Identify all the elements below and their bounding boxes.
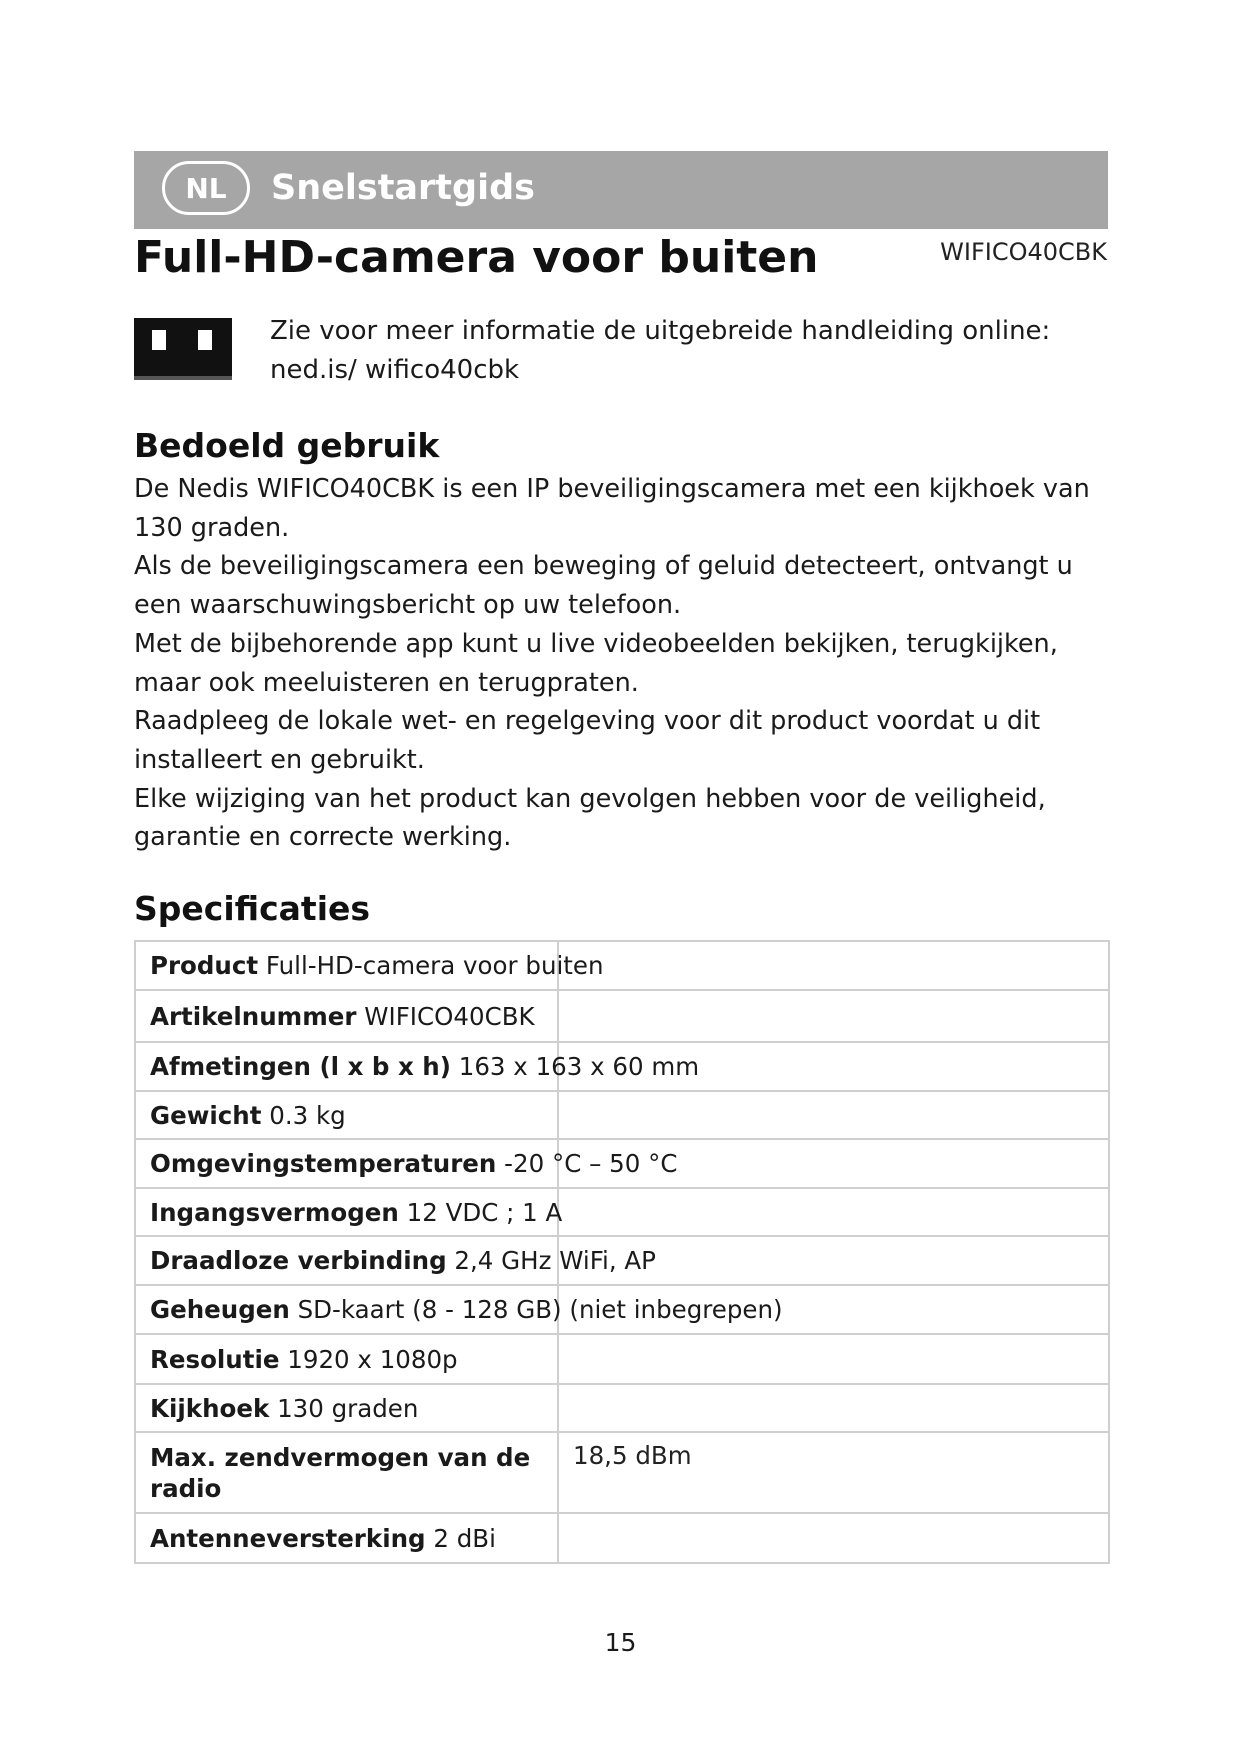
intended-use-heading: Bedoeld gebruik <box>134 426 440 465</box>
spec-value-column <box>558 1513 1109 1563</box>
spec-cell <box>135 990 558 1042</box>
spec-cell <box>135 1334 558 1384</box>
spec-key: Max. zendvermogen van de radio <box>150 1442 531 1503</box>
online-manual-note: Zie voor meer informatie de uitgebreide handleiding online: ned.is/ wifico40cbk <box>270 316 1051 385</box>
spec-value: 2,4 GHz WiFi, AP <box>454 1246 656 1275</box>
spec-key: Draadloze verbinding <box>150 1246 447 1275</box>
spec-value-column <box>558 1384 1109 1432</box>
specifications-table <box>134 940 1110 1564</box>
banner-title: Snelstartgids <box>271 168 535 208</box>
spec-cell <box>135 1091 558 1139</box>
spec-cell <box>135 1139 678 1188</box>
spec-cell <box>135 1285 783 1334</box>
intended-use-body <box>134 470 1114 857</box>
spec-value-column <box>558 1188 1109 1236</box>
spec-key: Omgevingstemperaturen <box>150 1149 497 1178</box>
specifications-heading: Specificaties <box>134 889 371 928</box>
table-row <box>135 1334 1109 1384</box>
spec-value: SD-kaart (8 - 128 GB) (niet inbegrepen) <box>297 1295 783 1324</box>
spec-value-column <box>558 990 1109 1042</box>
spec-cell <box>135 941 604 990</box>
spec-cell <box>135 1432 558 1513</box>
table-row <box>135 1432 1109 1513</box>
spec-value: -20 °C – 50 °C <box>504 1149 678 1178</box>
spec-value: Full-HD-camera voor buiten <box>265 951 604 980</box>
table-row <box>135 1513 1109 1563</box>
paragraph: De Nedis WIFICO40CBK is een IP beveiligingscamera met een kijkhoek van 130 graden. <box>134 474 1090 543</box>
paragraph: Met de bijbehorende app kunt u live videobeelden bekijken, terugkijken, maar ook meeluisteren en terugpraten. <box>134 628 1058 698</box>
spec-key: Antenneversterking <box>150 1523 426 1553</box>
table-row <box>135 1236 1109 1285</box>
spec-value-column: 18,5 dBm <box>558 1432 1109 1513</box>
spec-cell <box>135 1513 558 1563</box>
spec-value: WIFICO40CBK <box>364 1001 535 1031</box>
paragraph: Als de beveiligingscamera een beweging of geluid detecteert, ontvangt u een waarschuwingsbericht op uw telefoon. <box>134 551 1073 621</box>
spec-value-column <box>558 941 1109 990</box>
paragraph: Raadpleeg de lokale wet- en regelgeving voor dit product voordat u dit installeert en gebruikt. <box>134 706 1041 775</box>
table-row <box>135 1285 1109 1334</box>
header-banner <box>134 151 1108 229</box>
spec-key: Gewicht <box>150 1100 262 1130</box>
spec-cell <box>135 1236 656 1285</box>
spec-value: 2 dBi <box>433 1523 496 1553</box>
page-title: Full-HD-camera voor buiten <box>134 232 819 283</box>
spec-cell <box>135 1384 558 1432</box>
paragraph: Elke wijziging van het product kan gevolgen hebben voor de veiligheid, garantie en correcte werking. <box>134 783 1046 853</box>
spec-value: 130 graden <box>277 1393 419 1423</box>
spec-value: 0.3 kg <box>269 1100 346 1130</box>
spec-value: 163 x 163 x 60 mm <box>458 1052 700 1081</box>
spec-key: Ingangsvermogen <box>150 1197 399 1227</box>
spec-key: Geheugen <box>150 1295 290 1324</box>
spec-value: 1920 x 1080p <box>287 1344 458 1374</box>
table-row <box>135 941 1109 990</box>
table-row <box>135 1188 1109 1236</box>
language-badge: NL <box>162 161 250 215</box>
spec-key: Afmetingen (l x b x h) <box>150 1052 451 1081</box>
spec-key: Product <box>150 951 259 980</box>
spec-cell <box>135 1188 563 1236</box>
spec-value: 12 VDC ; 1 A <box>406 1197 563 1227</box>
page-number: 15 <box>604 1628 637 1657</box>
table-row <box>135 1139 1109 1188</box>
table-row <box>135 1091 1109 1139</box>
spec-value-column <box>558 1091 1109 1139</box>
spec-cell <box>135 1042 700 1091</box>
model-number: WIFICO40CBK <box>940 238 1107 266</box>
spec-key: Kijkhoek <box>150 1393 270 1423</box>
spec-key: Artikelnummer <box>150 1001 357 1031</box>
table-row <box>135 1384 1109 1432</box>
spec-value-column <box>558 1334 1109 1384</box>
spec-key: Resolutie <box>150 1344 280 1374</box>
document-icon <box>134 318 232 380</box>
table-row <box>135 990 1109 1042</box>
table-row <box>135 1042 1109 1091</box>
